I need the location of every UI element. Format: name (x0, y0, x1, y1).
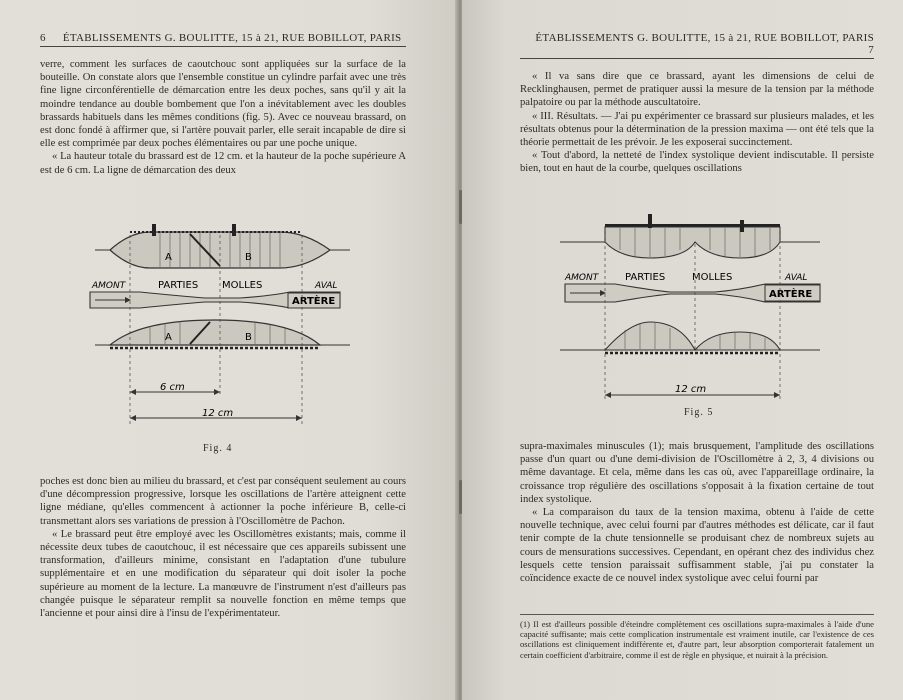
fig4-label-b-top: B (245, 252, 252, 263)
left-paragraph-2: « La hauteur totale du brassard est de 12 cm. et la hauteur de la poche supérieure A est de 6 cm. La ligne de démarcation des deux (40, 151, 406, 176)
right-header-title: ÉTABLISSEMENTS G. BOULITTE, 15 à 21, RUE BOBILLOT, PARIS (535, 32, 874, 44)
left-paragraph-1: verre, comment les surfaces de caoutchouc sont appliquées sur la surface de la bouteille. On constate alors que l'ensemble constitue un cylindre parfait avec une très fine ligne circonférentielle de démarcation entre les deux poches, sans qu'il y ait la moindre tendance au double bombement que l'on a inévitablement avec les doubles brassards habituels dans les mêmes conditions (fig. 5). Avec ce nouveau brassard, on est donc fondé à affirmer que, si l'artère pouvait parler, elle serait incapable de dire si elle est comprimée par deux poches élémentaires ou par une poche unique. (40, 59, 406, 150)
left-paragraph-3: poches est donc bien au milieu du brassard, et c'est par conséquent seulement au cours d'une décompression progressive, lorsque les oscillations de l'artère atteignent cette ligne médiane, qu'elles commencent à actionner la poche inférieure B, celle-ci transmettant alors ses variations de pression à l'Oscillomètre de Pachon. (40, 476, 406, 527)
right-paragraph-4: supra-maximales minuscules (1); mais brusquement, l'amplitude des oscillations passe d'un quart ou d'une demi-division de l'Oscillomètre à 2, 3, 4 divisions ou même davantage. Et cela, même dans les cas où, avec l'appareillage ordinaire, la croissance trop régulière des oscillations s'opposait à la fixation certaine de tout index systolique. (520, 441, 874, 505)
fig4-molles-label: MOLLES (222, 280, 263, 291)
fig4-caption: Fig. 4 (203, 443, 233, 454)
fig4-label-b-bottom: B (245, 332, 252, 343)
fig4-label-a-bottom: A (165, 332, 172, 343)
fig5-caption: Fig. 5 (684, 407, 714, 418)
fig4-dimension-6cm: 6 cm (160, 382, 185, 393)
fig5-molles-label: MOLLES (692, 272, 733, 283)
fig4-label-a-top: A (165, 252, 172, 263)
left-header-title: ÉTABLISSEMENTS G. BOULITTE, 15 à 21, RUE BOBILLOT, PARIS (62, 32, 402, 44)
figure-4-diagram (40, 220, 410, 430)
right-text-bottom (520, 440, 874, 585)
fig4-parties-label: PARTIES (158, 280, 199, 291)
right-paragraph-1: « Il va sans dire que ce brassard, ayant les dimensions de celui de Recklinghausen, permet de pratiquer aussi la mesure de la tension par la méthode palpatoire ou par la méthode auscultatoire. (520, 71, 874, 109)
fig5-artere-label: ARTÈRE (769, 289, 813, 300)
fig4-amont-label: AMONT (92, 281, 126, 291)
footnote: (1) Il est d'ailleurs possible d'éteindre complètement ces oscillations supra-maximales à l'aide d'une capacité suffisante; mais cette complication instrumentale est vraiment inutile, car l'existence de ces oscillations est cliniquement indifférente et, d'autre part, leur absorption comporterait fatalement un certain coefficient d'arbitraire, comme il est de règle en physique, et nuirait à la précision. (520, 614, 874, 660)
figure-5-diagram (520, 210, 880, 405)
left-paragraph-4: « Le brassard peut être employé avec les Oscillomètres existants; mais, comme il nécessite deux tubes de caoutchouc, il est nécessaire que ces appareils subissent une transformation, d'ailleurs minime, consistant en l'adaptation d'une tubulure supplémentaire et en une modification du séparateur qui doit isoler la poche supérieure au moment de la lecture. La manœuvre de l'instrument n'est d'ailleurs pas changée puisque le séparateur remplit sa nouvelle fonction en même temps que l'ancienne et pour ainsi dire à l'insu de l'expérimentateur. (40, 528, 406, 620)
fig4-dimension-12cm: 12 cm (202, 408, 234, 419)
right-page-header (520, 32, 874, 59)
fig4-artere-label: ARTÈRE (292, 296, 336, 307)
fig5-dimension-12cm: 12 cm (675, 384, 707, 395)
right-text-top (520, 70, 874, 176)
fig4-aval-label: AVAL (315, 281, 338, 291)
right-paragraph-3: « Tout d'abord, la netteté de l'index systolique devient indiscutable. Il persiste bien, tout en haut de la courbe, quelques oscillations (520, 150, 874, 175)
fig5-amont-label: AMONT (565, 273, 599, 283)
right-paragraph-2: « III. Résultats. — J'ai pu expérimenter ce brassard sur plusieurs malades, et les résultats obtenus pour la détermination de la pression maxima — ont été tels que la théorie permettait de les prévoir. Je les exposerai succinctement. (520, 110, 874, 149)
fig5-aval-label: AVAL (785, 273, 808, 283)
right-page-number: 7 (868, 44, 874, 56)
left-page-header (40, 32, 406, 47)
right-page (462, 0, 903, 700)
fig5-parties-label: PARTIES (625, 272, 666, 283)
left-page-number: 6 (40, 32, 46, 44)
left-text-bottom (40, 475, 406, 620)
left-text-top (40, 58, 406, 177)
right-paragraph-5: « La comparaison du taux de la tension maxima, obtenu à l'aide de cette nouvelle technique, avec celui fourni par d'autres méthodes est délicate, car il faut tenir compte de la chute tensionnelle se produisant chez de nombreux sujets au cours de mensurations successives. Cependant, en opérant chez des individus chez lesquels cette tension paraissait suffisamment stable, j'ai pu constater la coïncidence exacte de ce nouvel index systolique avec celui fourni par (520, 507, 874, 585)
